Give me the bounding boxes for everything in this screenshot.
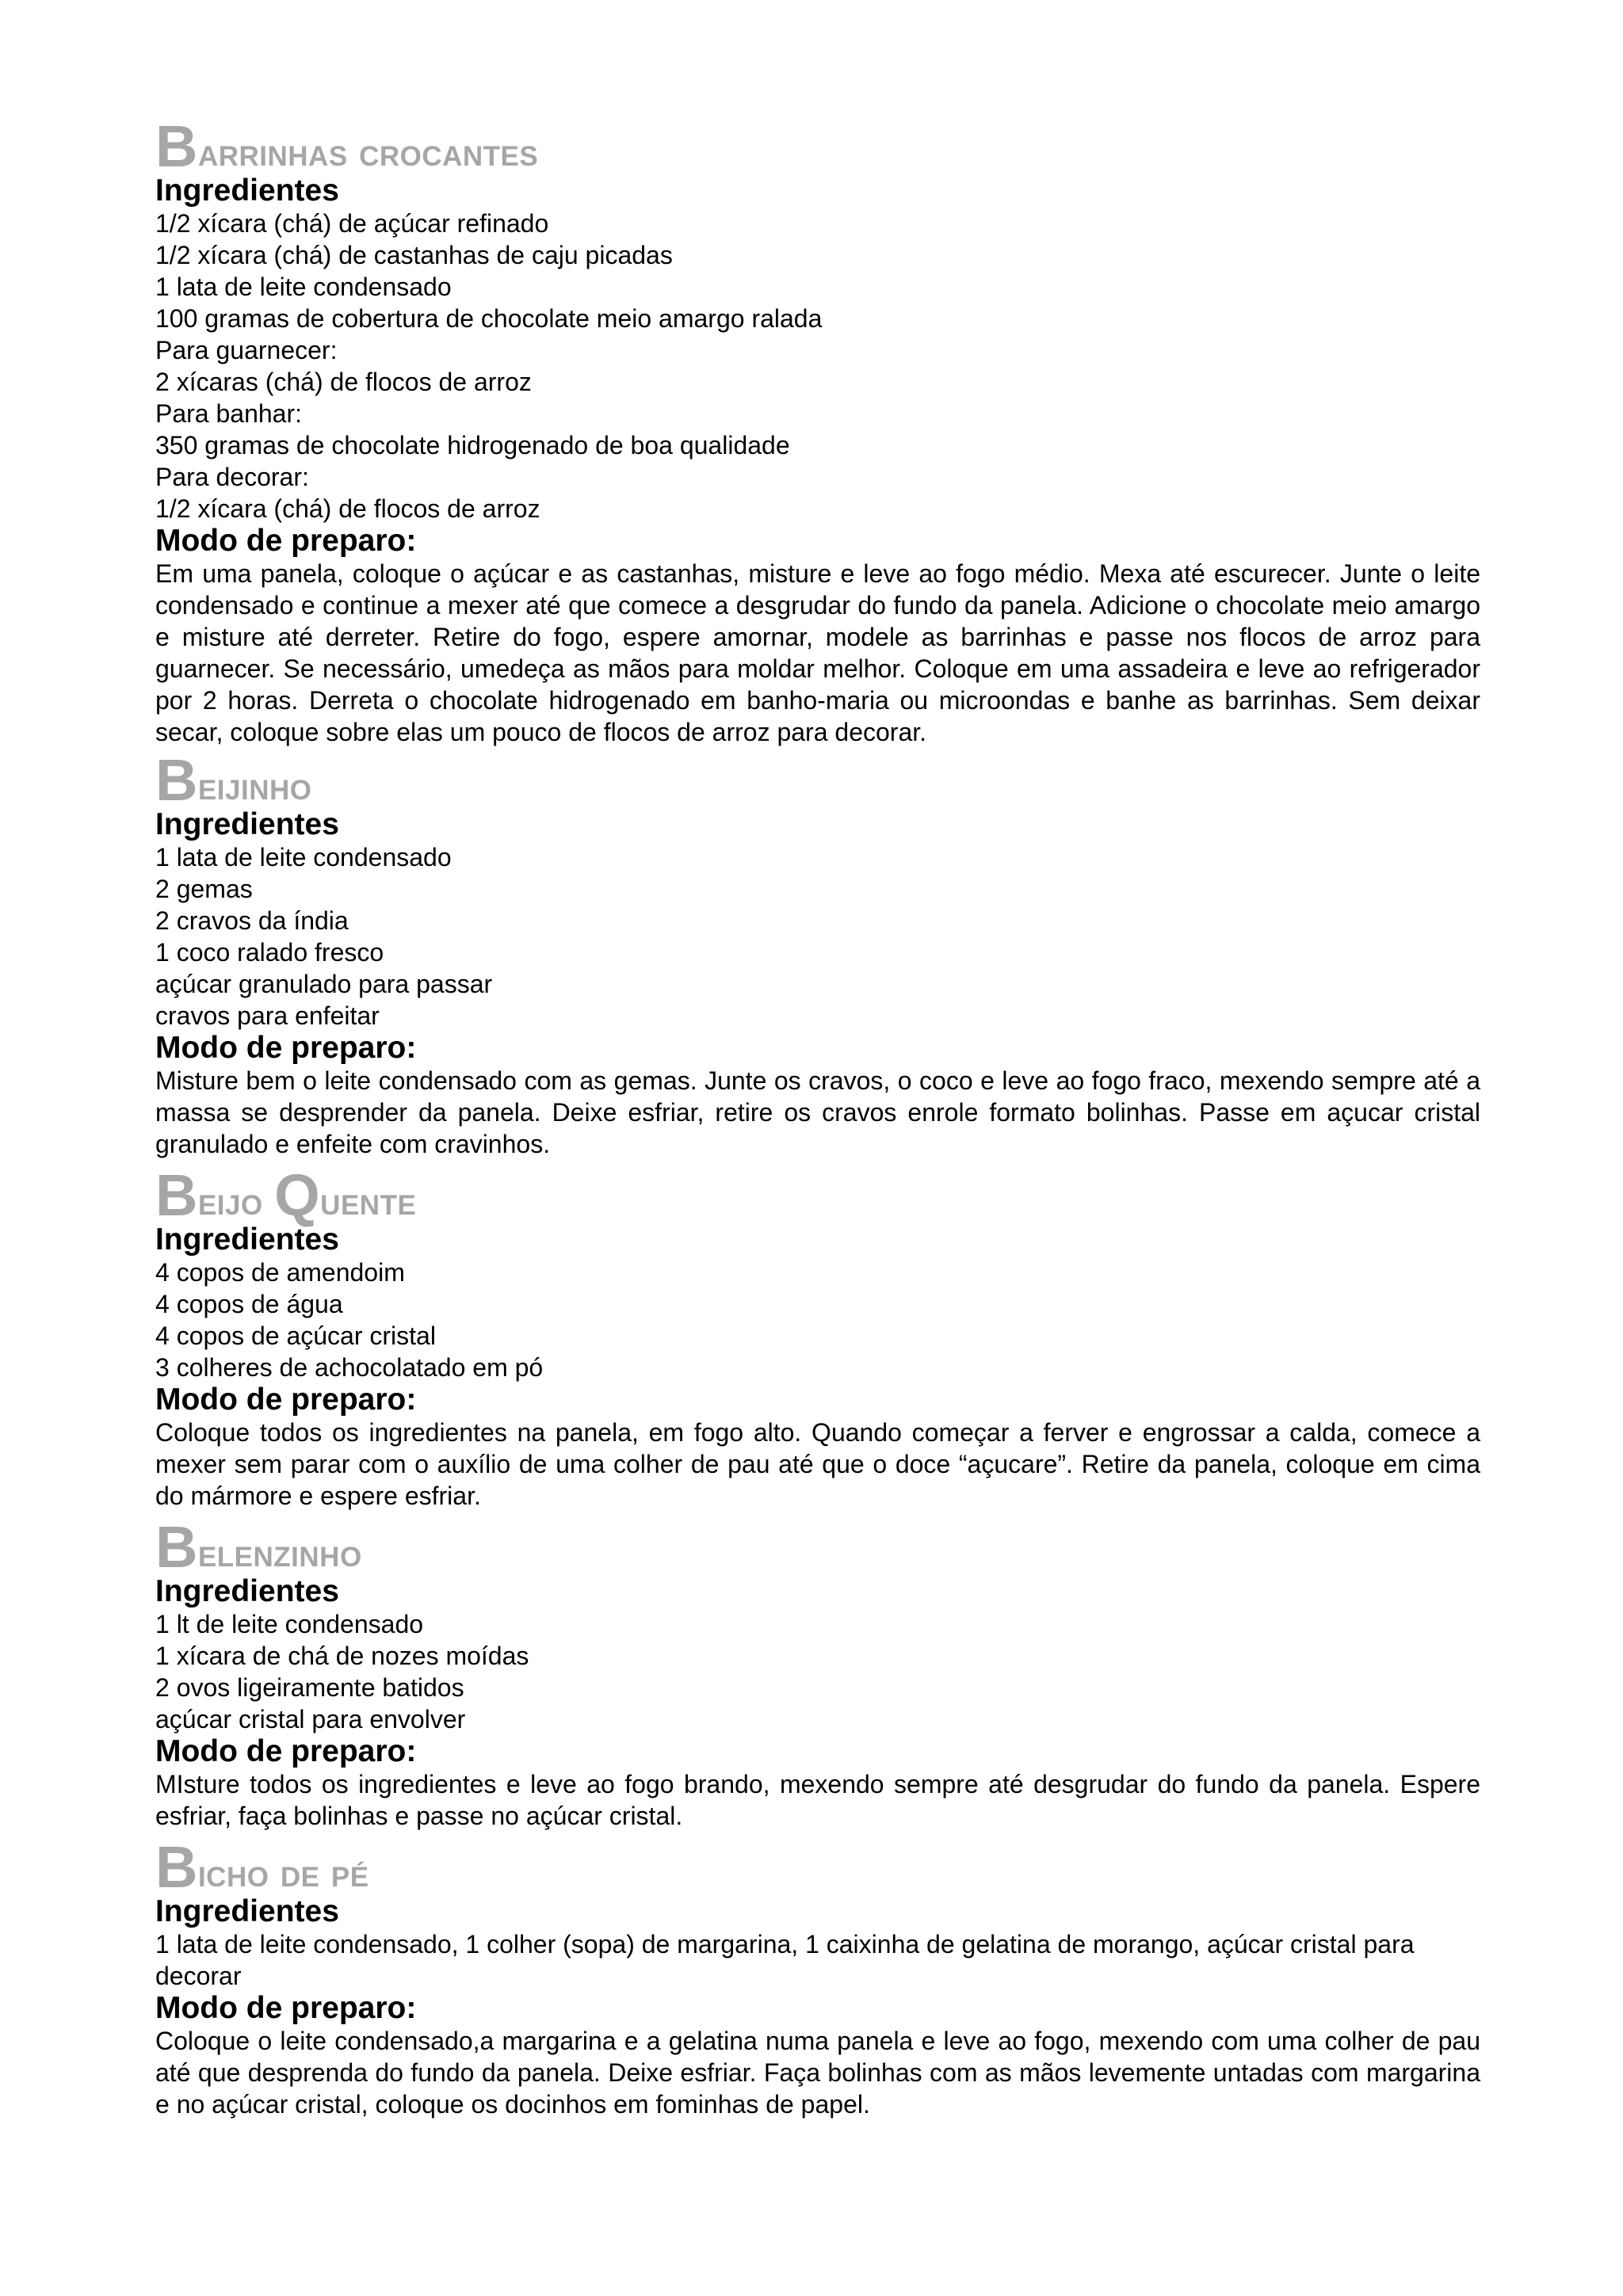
ingredient-item: açúcar granulado para passar xyxy=(155,970,493,998)
title-initial: B xyxy=(155,113,198,179)
ingredients-heading: Ingredientes xyxy=(155,1222,339,1257)
title-rest: eijo xyxy=(197,1179,275,1223)
ingredient-item: 4 copos de açúcar cristal xyxy=(155,1322,436,1350)
ingredient-item: 4 copos de amendoim xyxy=(155,1258,405,1287)
ingredient-item: 2 ovos ligeiramente batidos xyxy=(155,1673,464,1702)
ingredients-heading: Ingredientes xyxy=(155,1574,339,1608)
title-second-rest: uente xyxy=(320,1179,417,1223)
method-heading: Modo de preparo: xyxy=(155,1383,417,1417)
recipe-title xyxy=(155,1162,1480,1228)
ingredient-list xyxy=(155,1608,1480,1735)
ingredient-item: 350 gramas de chocolate hidrogenado de boa qualidade xyxy=(155,431,790,460)
ingredient-item: 4 copos de água xyxy=(155,1290,343,1318)
title-initial: B xyxy=(155,1834,198,1900)
ingredients-heading: Ingredientes xyxy=(155,807,339,841)
ingredient-item: 2 cravos da índia xyxy=(155,906,349,935)
method-heading: Modo de preparo: xyxy=(155,1991,417,2025)
ingredient-list xyxy=(155,841,1480,1032)
recipe-beijinho xyxy=(155,747,1480,1160)
method-text: Coloque o leite condensado,a margarina e a gelatina numa panela e leve ao fogo, mexendo com uma colher de pau até que desprenda do fundo da panela. Deixe esfriar. Faça bolinhas com as mãos levemente untadas com margarina e no açúcar cristal, coloque os docinhos em fominhas de papel. xyxy=(155,2027,1480,2119)
title-rest: icho de pé xyxy=(197,1851,369,1895)
ingredient-list xyxy=(155,1257,1480,1383)
ingredient-item: 1/2 xícara (chá) de castanhas de caju picadas xyxy=(155,241,673,269)
recipe-title xyxy=(155,113,1480,179)
title-initial: B xyxy=(155,747,198,813)
ingredient-item: cravos para enfeitar xyxy=(155,1001,380,1030)
ingredient-item: 1 lt de leite condensado xyxy=(155,1610,424,1638)
ingredient-item: 3 colheres de achocolatado em pó xyxy=(155,1353,544,1382)
recipe-beijo-quente xyxy=(155,1162,1480,1512)
recipe-page xyxy=(155,113,1480,2120)
method-text: MIsture todos os ingredientes e leve ao fogo brando, mexendo sempre até desgrudar do fundo da panela. Espere esfriar, faça bolinhas e passe no açúcar cristal. xyxy=(155,1770,1480,1830)
ingredient-item: Para banhar: xyxy=(155,399,303,428)
ingredient-item: 1 lata de leite condensado xyxy=(155,843,452,871)
title-initial: B xyxy=(155,1162,198,1228)
method-heading: Modo de preparo: xyxy=(155,524,417,558)
ingredients-heading: Ingredientes xyxy=(155,174,339,208)
title-rest: arrinhas crocantes xyxy=(197,130,539,174)
ingredient-item: 1 lata de leite condensado xyxy=(155,273,452,301)
ingredient-item: açúcar cristal para envolver xyxy=(155,1705,466,1733)
ingredient-list xyxy=(155,1928,1480,1992)
ingredient-list xyxy=(155,208,1480,524)
ingredient-item: 2 gemas xyxy=(155,875,253,903)
ingredient-item: 1 coco ralado fresco xyxy=(155,938,384,967)
method-text: Coloque todos os ingredientes na panela, em fogo alto. Quando começar a ferver e engrossar a calda, comece a mexer sem parar com o auxílio de uma colher de pau até que o doce “açucare”. Retire da panela, coloque em cima do mármore e espere esfriar. xyxy=(155,1418,1480,1510)
title-rest: eijinho xyxy=(197,764,312,808)
recipe-title xyxy=(155,1514,1480,1580)
recipe-bicho-de-pe xyxy=(155,1834,1480,2120)
ingredient-item: Para guarnecer: xyxy=(155,336,338,364)
method-heading: Modo de preparo: xyxy=(155,1031,417,1065)
recipe-belenzinho xyxy=(155,1514,1480,1832)
ingredient-item: 1 lata de leite condensado, 1 colher (sopa) de margarina, 1 caixinha de gelatina de morango, açúcar cristal para decorar xyxy=(155,1930,1415,1990)
title-second-initial: Q xyxy=(274,1162,321,1228)
title-initial: B xyxy=(155,1514,198,1580)
ingredient-item: Para decorar: xyxy=(155,463,309,491)
recipe-title xyxy=(155,1834,1480,1900)
method-text: Em uma panela, coloque o açúcar e as castanhas, misture e leve ao fogo médio. Mexa até escurecer. Junte o leite condensado e continue a mexer até que comece a desgrudar do fundo da panela. Adicione o chocolate meio amargo e misture até derreter. Retire do fogo, espere amornar, modele as barrinhas e passe nos flocos de arroz para guarnecer. Se necessário, umedeça as mãos para moldar melhor. Coloque em uma assadeira e leve ao refrigerador por 2 horas. Derreta o chocolate hidrogenado em banho-maria ou microondas e banhe as barrinhas. Sem deixar secar, coloque sobre elas um pouco de flocos de arroz para decorar. xyxy=(155,559,1480,746)
ingredient-item: 100 gramas de cobertura de chocolate meio amargo ralada xyxy=(155,304,823,333)
title-rest: elenzinho xyxy=(197,1531,362,1575)
ingredient-item: 1/2 xícara (chá) de flocos de arroz xyxy=(155,494,540,523)
ingredient-item: 1 xícara de chá de nozes moídas xyxy=(155,1642,529,1670)
method-heading: Modo de preparo: xyxy=(155,1734,417,1768)
method-text: Misture bem o leite condensado com as gemas. Junte os cravos, o coco e leve ao fogo fraco, mexendo sempre até a massa se desprender da panela. Deixe esfriar, retire os cravos enrole formato bolinhas. Passe em açucar cristal granulado e enfeite com cravinhos. xyxy=(155,1066,1480,1158)
recipe-barrinhas-crocantes xyxy=(155,113,1480,748)
ingredient-item: 1/2 xícara (chá) de açúcar refinado xyxy=(155,209,549,238)
ingredient-item: 2 xícaras (chá) de flocos de arroz xyxy=(155,368,532,396)
recipe-title xyxy=(155,747,1480,813)
ingredients-heading: Ingredientes xyxy=(155,1894,339,1928)
